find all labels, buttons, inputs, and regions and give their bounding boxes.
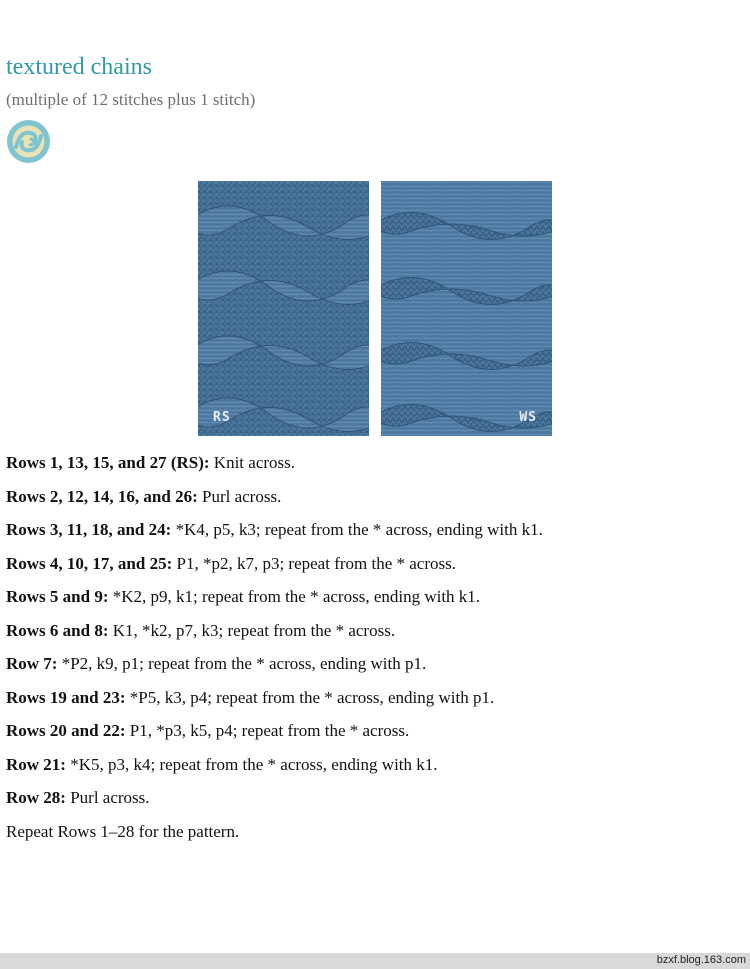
skill-level-icon bbox=[6, 119, 51, 164]
instruction-row bbox=[6, 721, 736, 741]
footer-watermark: bzxf.blog.163.com bbox=[656, 954, 746, 966]
footer-bar bbox=[0, 953, 750, 969]
row-text: Repeat Rows 1–28 for the pattern. bbox=[6, 821, 240, 841]
row-label: Row 21: bbox=[6, 754, 66, 774]
row-label: Rows 3, 11, 18, and 24: bbox=[6, 520, 172, 539]
ws-swatch-photo bbox=[381, 181, 552, 436]
instruction-row bbox=[6, 487, 736, 507]
row-label: Rows 1, 13, 15, and 27 (RS): bbox=[6, 453, 210, 472]
page-title: textured chains bbox=[6, 54, 152, 80]
row-text: *P5, k3, p4; repeat from the * across, ending with p1. bbox=[125, 687, 495, 707]
repeat-note bbox=[6, 822, 736, 842]
row-text: K1, *k2, p7, k3; repeat from the * across. bbox=[108, 620, 396, 640]
row-label: Rows 20 and 22: bbox=[6, 721, 126, 740]
row-text: *P2, k9, p1; repeat from the * across, ending with p1. bbox=[57, 654, 427, 673]
row-text: *K2, p9, k1; repeat from the * across, ending with k1. bbox=[108, 587, 481, 606]
row-text: *K5, p3, k4; repeat from the * across, ending with k1. bbox=[65, 754, 438, 774]
instruction-row bbox=[6, 554, 736, 574]
row-text: P1, *p2, k7, p3; repeat from the * across. bbox=[172, 553, 456, 573]
swatch-label-rs: RS bbox=[213, 410, 231, 425]
row-text: Purl across. bbox=[65, 788, 150, 807]
pattern-instructions bbox=[6, 453, 736, 855]
swatch-label-ws: WS bbox=[519, 410, 537, 425]
instruction-row bbox=[6, 688, 736, 708]
instruction-row bbox=[6, 654, 736, 674]
instruction-row bbox=[6, 788, 736, 808]
instruction-row bbox=[6, 755, 736, 775]
row-label: Rows 19 and 23: bbox=[6, 687, 126, 707]
row-label: Rows 2, 12, 14, 16, and 26: bbox=[6, 486, 198, 506]
row-label: Rows 6 and 8: bbox=[6, 620, 109, 640]
instruction-row bbox=[6, 621, 736, 641]
row-text: Knit across. bbox=[209, 453, 296, 472]
row-text: *K4, p5, k3; repeat from the * across, ending with k1. bbox=[171, 520, 543, 539]
row-label: Rows 4, 10, 17, and 25: bbox=[6, 553, 173, 573]
row-label: Rows 5 and 9: bbox=[6, 587, 109, 606]
row-label: Row 28: bbox=[6, 788, 66, 807]
rs-swatch-photo bbox=[198, 181, 369, 436]
row-text: Purl across. bbox=[197, 486, 282, 506]
instruction-row bbox=[6, 453, 736, 473]
row-label: Row 7: bbox=[6, 654, 58, 673]
instruction-row bbox=[6, 587, 736, 607]
instruction-row bbox=[6, 520, 736, 540]
stitch-multiple-note: (multiple of 12 stitches plus 1 stitch) bbox=[6, 90, 256, 109]
row-text: P1, *p3, k5, p4; repeat from the * across. bbox=[125, 721, 410, 740]
